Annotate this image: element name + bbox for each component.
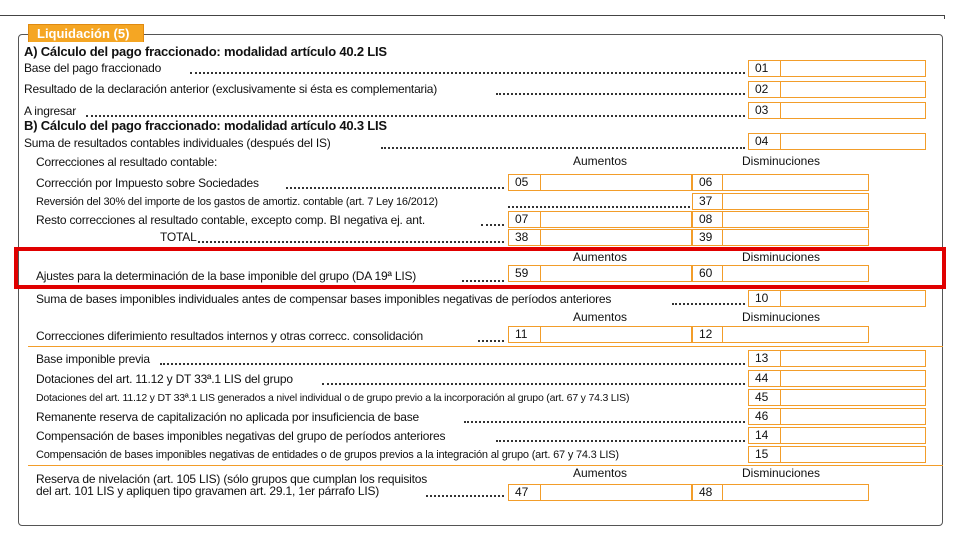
input-03[interactable] [780,102,926,119]
input-47[interactable] [540,484,692,501]
col-header-disminuciones: Disminuciones [742,466,821,480]
row-label-compensacion-entidades: Compensación de bases imponibles negativas de entidades o de grupos previos a la integración al grupo (art. 67 y 74.3 LIS) [36,449,619,461]
row-label-reserva-nivelacion-2: del art. 101 LIS y apliquen tipo gravamen art. 29.1, 1er párrafo LIS) [36,484,380,498]
row-label-resultado-anterior: Resultado de la declaración anterior (exclusivamente si ésta es complementaria) [24,82,438,96]
leader-dots [496,93,745,95]
row-label-reserva-nivelacion-1: Reserva de nivelación (art. 105 LIS) (sólo grupos que cumplan los requisitos [36,472,428,486]
box-code-59: 59 [508,265,540,282]
row-label-resto-correcciones: Resto correcciones al resultado contable, excepto comp. BI negativa ej. ant. [36,213,426,227]
row-label-correcciones: Correcciones al resultado contable: [36,155,218,169]
col-header-aumentos: Aumentos [573,466,628,480]
input-06[interactable] [722,174,869,191]
leader-dots [86,115,745,117]
input-07[interactable] [540,211,692,228]
box-code-46: 46 [748,408,780,425]
input-46[interactable] [780,408,926,425]
row-label-suma-bases: Suma de bases imponibles individuales antes de compensar bases imponibles negativas de períodos anteriores [36,292,612,306]
input-02[interactable] [780,81,926,98]
box-code-01: 01 [748,60,780,77]
box-code-47: 47 [508,484,540,501]
section-tab: Liquidación (5) [28,24,144,42]
box-code-03: 03 [748,102,780,119]
box-code-05: 05 [508,174,540,191]
box-code-10: 10 [748,290,780,307]
row-label-diferimiento: Correcciones diferimiento resultados internos y otras correcc. consolidación [36,329,423,343]
input-44[interactable] [780,370,926,387]
row-label-correccion-is: Corrección por Impuesto sobre Sociedades [36,176,259,190]
input-04[interactable] [780,133,926,150]
input-15[interactable] [780,446,926,463]
row-label-a-ingresar: A ingresar [24,104,77,118]
col-header-aumentos: Aumentos [573,310,628,324]
box-code-07: 07 [508,211,540,228]
input-38[interactable] [540,229,692,246]
leader-dots [198,241,504,243]
box-code-08: 08 [692,211,722,228]
col-header-aumentos: Aumentos [573,250,628,264]
row-label-suma-resultados: Suma de resultados contables individuales (después del IS) [24,136,331,150]
row-label-base-pago: Base del pago fraccionado [24,61,162,75]
section-b-title: B) Cálculo del pago fraccionado: modalidad artículo 40.3 LIS [24,118,387,133]
leader-dots [160,363,745,365]
leader-dots [190,72,745,74]
leader-dots [481,224,504,226]
leader-dots [508,206,690,208]
leader-dots [672,303,745,305]
box-code-04: 04 [748,133,780,150]
top-rule-tick [944,15,945,19]
leader-dots [381,147,745,149]
row-label-dotaciones-grupo: Dotaciones del art. 11.12 y DT 33ª.1 LIS del grupo [36,372,293,386]
input-08[interactable] [722,211,869,228]
box-code-12: 12 [692,326,722,343]
input-48[interactable] [722,484,869,501]
leader-dots [464,421,745,423]
input-37[interactable] [722,193,869,210]
input-01[interactable] [780,60,926,77]
box-code-14: 14 [748,427,780,444]
col-header-disminuciones: Disminuciones [742,154,821,168]
input-39[interactable] [722,229,869,246]
input-45[interactable] [780,389,926,406]
input-14[interactable] [780,427,926,444]
box-code-06: 06 [692,174,722,191]
row-label-compensacion-grupo: Compensación de bases imponibles negativas del grupo de períodos anteriores [36,429,446,443]
box-code-60: 60 [692,265,722,282]
input-12[interactable] [722,326,869,343]
row-label-ajustes: Ajustes para la determinación de la base imponible del grupo (DA 19ª LIS) [36,269,417,283]
box-code-02: 02 [748,81,780,98]
box-code-11: 11 [508,326,540,343]
box-code-37: 37 [692,193,722,210]
box-code-39: 39 [692,229,722,246]
box-code-38: 38 [508,229,540,246]
leader-dots [286,187,504,189]
section-a-title: A) Cálculo del pago fraccionado: modalidad artículo 40.2 LIS [24,44,387,59]
row-label-total: TOTAL [160,230,197,244]
row-label-dotaciones-individual: Dotaciones del art. 11.12 y DT 33ª.1 LIS generados a nivel individual o de grupo previo a la incorporación al grupo (art. 67 y 74.3 LIS) [36,392,630,404]
box-code-15: 15 [748,446,780,463]
leader-dots [322,383,745,385]
row-label-remanente: Remanente reserva de capitalización no aplicada por insuficiencia de base [36,410,419,424]
input-11[interactable] [540,326,692,343]
col-header-disminuciones: Disminuciones [742,250,821,264]
top-rule [0,15,945,16]
box-code-13: 13 [748,350,780,367]
input-13[interactable] [780,350,926,367]
separator-line [28,346,943,347]
leader-dots [426,495,504,497]
row-label-reversion: Reversión del 30% del importe de los gastos de amortiz. contable (art. 7 Ley 16/2012) [36,196,438,208]
box-code-44: 44 [748,370,780,387]
highlight-frame [14,247,946,289]
leader-dots [496,440,745,442]
input-10[interactable] [780,290,926,307]
col-header-disminuciones: Disminuciones [742,310,821,324]
col-header-aumentos: Aumentos [573,154,628,168]
box-code-48: 48 [692,484,722,501]
input-05[interactable] [540,174,692,191]
row-label-base-previa: Base imponible previa [36,352,150,366]
box-code-45: 45 [748,389,780,406]
leader-dots [478,340,504,342]
